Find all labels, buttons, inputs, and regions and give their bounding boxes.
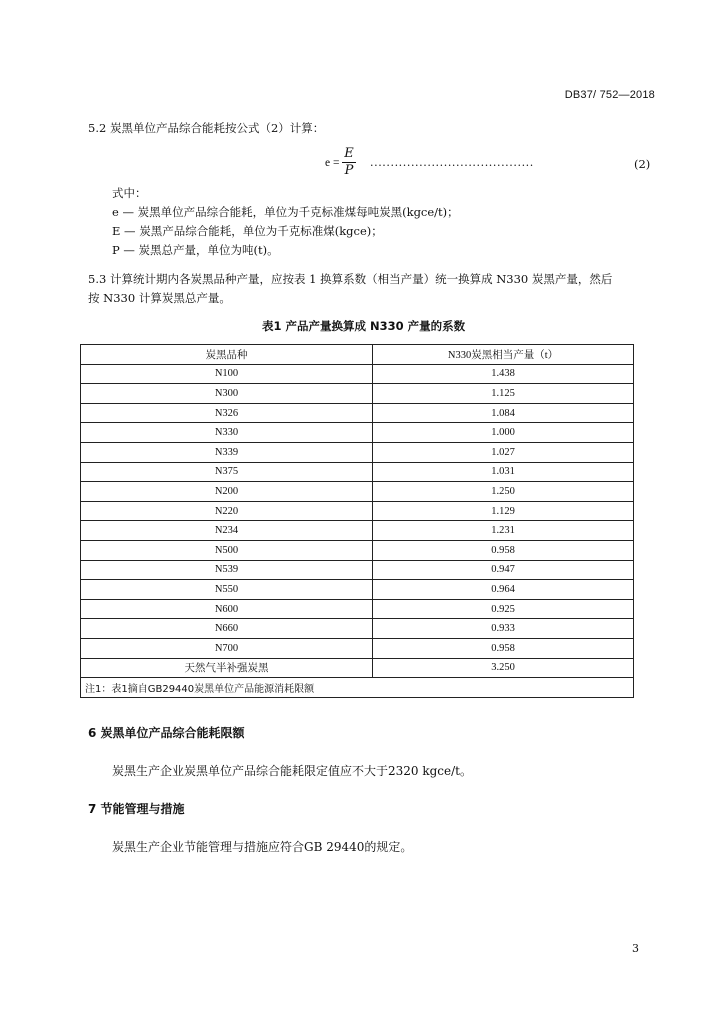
cell-equivalent: 0.958: [373, 540, 634, 560]
definition-E: E — 炭黑产品综合能耗，单位为千克标准煤(kgce)；: [112, 224, 383, 238]
section-6-body: 炭黑生产企业炭黑单位产品综合能耗限定值应不大于2320 kgce/t。: [112, 764, 472, 778]
where-label: 式中：: [112, 186, 147, 200]
section-7-heading: 7 节能管理与措施: [88, 802, 185, 816]
cell-equivalent: 1.000: [373, 423, 634, 443]
cell-grade: N234: [81, 521, 373, 541]
cell-grade: N375: [81, 462, 373, 482]
table-row: [81, 638, 634, 658]
page-number: 3: [632, 942, 639, 955]
table-row: [81, 658, 634, 678]
cell-grade: N100: [81, 364, 373, 384]
section-7-body: 炭黑生产企业节能管理与措施应符合GB 29440的规定。: [112, 840, 413, 854]
formula-leader: ........................................: [370, 156, 534, 169]
section-5-3-line-1: 5.3 计算统计期内各炭黑品种产量，应按表 1 换算系数（相当产量）统一换算成 N330 炭黑产量，然后: [88, 272, 613, 286]
section-6-heading: 6 炭黑单位产品综合能耗限额: [88, 726, 245, 740]
table-row: [81, 442, 634, 462]
table-note-row: [81, 678, 634, 698]
cell-grade: N500: [81, 540, 373, 560]
table-note: 注1：表1摘自GB29440炭黑单位产品能源消耗限额: [81, 678, 634, 698]
cell-equivalent: 0.933: [373, 619, 634, 639]
formula-lhs: e =: [325, 157, 340, 169]
cell-grade: N339: [81, 442, 373, 462]
cell-grade: N539: [81, 560, 373, 580]
cell-grade: N550: [81, 580, 373, 600]
cell-equivalent: 3.250: [373, 658, 634, 678]
definition-e: e — 炭黑单位产品综合能耗，单位为千克标准煤每吨炭黑(kgce/t)；: [112, 205, 459, 219]
cell-grade: N660: [81, 619, 373, 639]
cell-grade: 天然气半补强炭黑: [81, 658, 373, 678]
cell-grade: N220: [81, 501, 373, 521]
section-5-3-line-2: 按 N330 计算炭黑总产量。: [88, 291, 231, 305]
table-caption: 表1 产品产量换算成 N330 产量的系数: [262, 319, 466, 333]
header-n330-equivalent: N330炭黑相当产量（t）: [373, 345, 634, 365]
table-row: [81, 560, 634, 580]
cell-grade: N200: [81, 482, 373, 502]
table-row: [81, 482, 634, 502]
conversion-table: [80, 344, 634, 698]
cell-grade: N330: [81, 423, 373, 443]
table-header-row: [81, 345, 634, 365]
cell-equivalent: 1.129: [373, 501, 634, 521]
cell-equivalent: 0.964: [373, 580, 634, 600]
cell-equivalent: 0.958: [373, 638, 634, 658]
table-row: [81, 521, 634, 541]
formula-fraction: [342, 147, 356, 178]
cell-equivalent: 0.947: [373, 560, 634, 580]
cell-equivalent: 1.231: [373, 521, 634, 541]
cell-equivalent: 1.027: [373, 442, 634, 462]
table-row: [81, 501, 634, 521]
cell-grade: N300: [81, 384, 373, 404]
table-row: [81, 384, 634, 404]
cell-grade: N326: [81, 403, 373, 423]
table-row: [81, 580, 634, 600]
cell-equivalent: 1.250: [373, 482, 634, 502]
table-row: [81, 540, 634, 560]
cell-equivalent: 1.031: [373, 462, 634, 482]
formula-numerator: E: [344, 146, 354, 161]
table-row: [81, 462, 634, 482]
table-row: [81, 619, 634, 639]
document-code: DB37/ 752—2018: [564, 89, 655, 101]
cell-equivalent: 0.925: [373, 599, 634, 619]
cell-equivalent: 1.084: [373, 403, 634, 423]
formula-number: (2): [634, 157, 651, 171]
formula-denominator: P: [344, 163, 354, 178]
definition-P: P — 炭黑总产量，单位为吨(t)。: [112, 243, 279, 257]
cell-grade: N700: [81, 638, 373, 658]
header-carbon-black-grade: 炭黑品种: [81, 345, 373, 365]
cell-equivalent: 1.438: [373, 364, 634, 384]
table-row: [81, 423, 634, 443]
section-5-2-title: 5.2 炭黑单位产品综合能耗按公式（2）计算：: [88, 121, 325, 135]
table-row: [81, 403, 634, 423]
cell-equivalent: 1.125: [373, 384, 634, 404]
cell-grade: N600: [81, 599, 373, 619]
table-row: [81, 364, 634, 384]
table-row: [81, 599, 634, 619]
